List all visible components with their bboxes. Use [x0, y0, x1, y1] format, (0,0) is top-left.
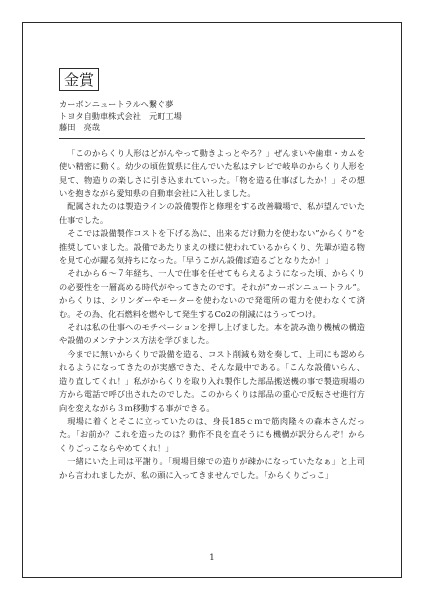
document-meta	[59, 99, 365, 134]
paragraph: そこでは設備製作コストを下げる為に、出来るだけ動力を使わない”からくり”を推奨していました。設備であたりまえの様に使われているからくり、先輩が造る物を見て心が躍る気持ちになった。「早うこがん設備ば造るごとなりたか！」	[59, 228, 365, 266]
title-divider	[59, 138, 365, 139]
paragraph: それから６～７年経ち、一人で仕事を任せてもらえるようになった頃、からくりの必要性を一層高める時代がやってきたのです。それが”カーボンニュートラル”。からくりは、シリンダーやモーターを使わないので発電所の電力を使わなくて済む。その為、化石燃料を燃やして発生するCo2の削減にはうってつけ。	[59, 268, 365, 319]
document-content	[59, 68, 365, 482]
author-name: 藤田 亮哉	[59, 122, 100, 133]
paragraph: 「このからくり人形はどがんやって動きよっとやろ？」ぜんまいや歯車・カムを使い精密に動く。幼少の頃佐賀県に住んでいた私はテレビで岐阜のからくり人形を見て、物造りの楽しさに引き込まれていった。「物を造る仕事ばしたか！」その想いを抱きながら愛知県の自動車会社に入社しました。	[59, 147, 365, 198]
page-number: 1	[209, 553, 215, 563]
essay-body	[59, 147, 365, 482]
paragraph: 今までに無いからくりで設備を造る、コスト削減も効を奏して、上司にも認められるようになってきたのが実感できた、そんな最中である。「こんな設備いらん、造り直してくれ！」私がからくりを取り入れ製作した部品搬送機の事で製造現場の方から電話で呼び出されたのでした。このからくりは部品の重心で反転させ進行方向を変えながら３ｍ移動する事ができる。	[59, 348, 365, 413]
company-name: トヨタ自動車株式会社 元町工場	[59, 110, 182, 121]
paragraph: 一緒にいた上司は平謝り。「現場目線での造りが疎かになっていたなぁ」と上司から言われましたが、私の頭に入ってきませんでした。「からくりごっこ」	[59, 456, 365, 480]
award-label: 金賞	[59, 68, 99, 91]
paragraph: 現場に着くとそこに立っていたのは、身長185ｃｍで筋肉隆々の森本さんだった。「お前か？これを造ったのは？動作不良を直そうにも機構が訳分らんぞ！からくりごっこならやめてくれ！」	[59, 415, 365, 453]
paragraph: それは私の仕事へのモチベーションを押し上げました。本を読み漁り機械の構造や設備のメンテナンス方法を学びました。	[59, 322, 365, 346]
paragraph: 配属されたのは製造ラインの設備製作と修理をする改善職場で、私が望んでいた仕事でした。	[59, 201, 365, 225]
document-title: カーボンニュートラルへ繋ぐ夢	[59, 99, 174, 109]
